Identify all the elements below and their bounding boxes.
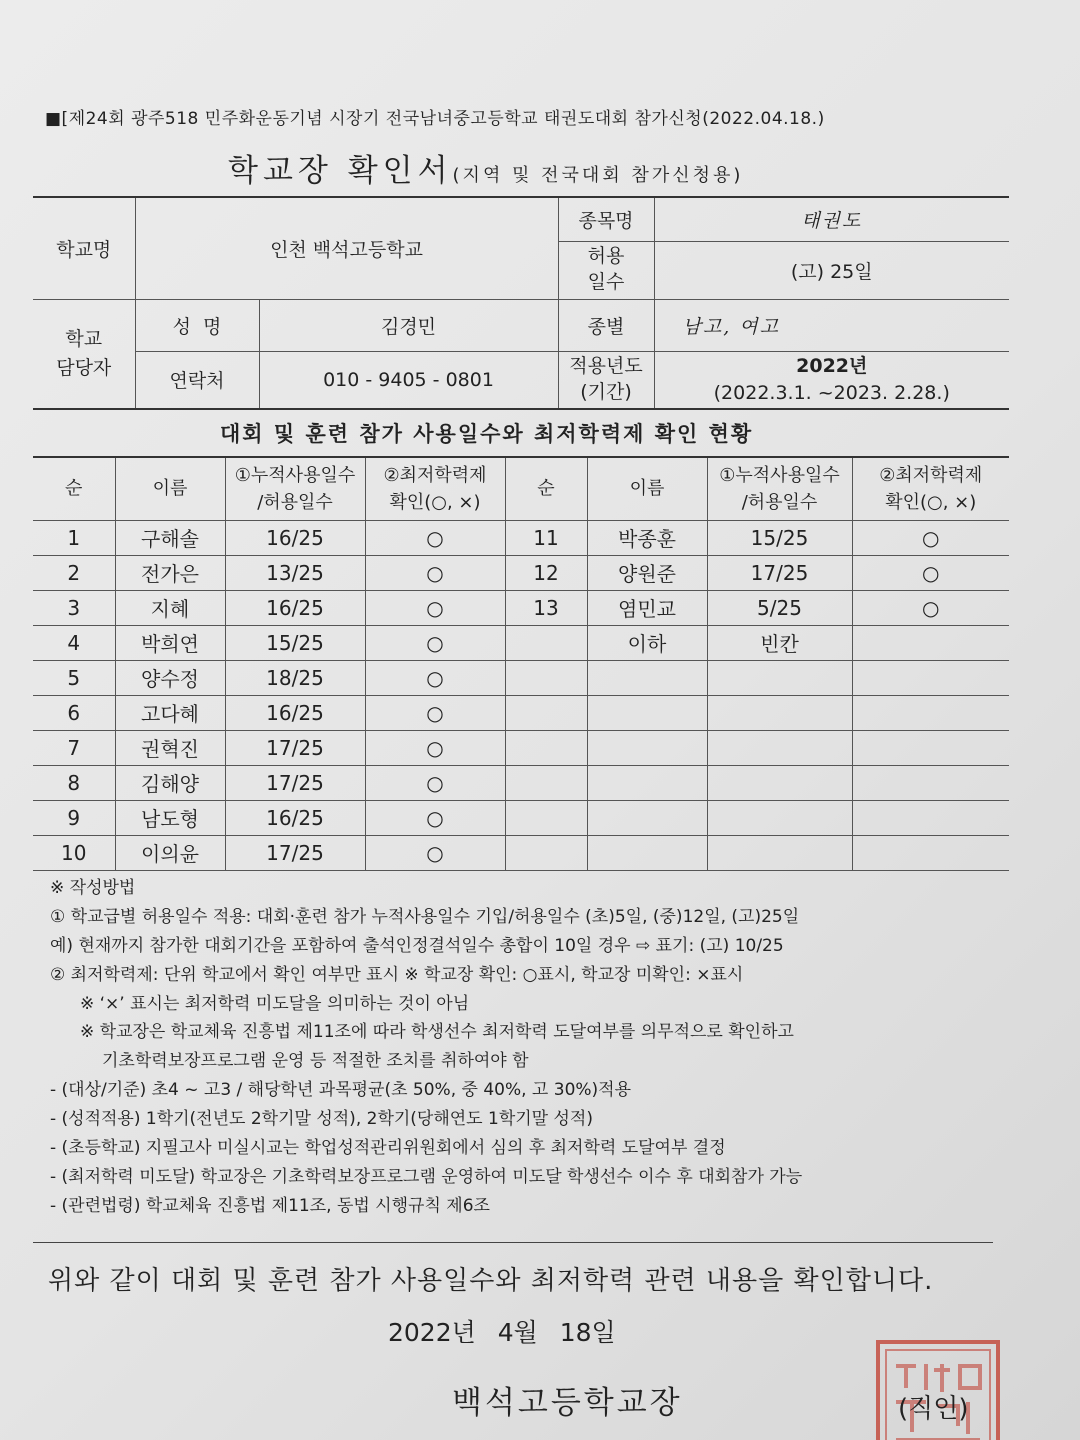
days-used: 16/25: [225, 520, 365, 555]
school-info-table: [33, 196, 1009, 410]
academic-check: ○: [365, 660, 505, 695]
principal-name: 백석고등학교장: [452, 1385, 683, 1421]
allowed-days-label-2: 일수: [587, 271, 625, 293]
year-label-1: 적용년도: [569, 355, 643, 378]
row-no: 6: [33, 695, 115, 730]
academic-check: ○: [852, 520, 1009, 555]
academic-check: ○: [365, 625, 505, 660]
days-used: [707, 835, 852, 870]
event-line: ■[제24회 광주518 민주화운동기념 시장기 전국남녀중고등학교 태권도대회 참가신청(2022.04.18.): [45, 109, 825, 129]
academic-check: ○: [852, 590, 1009, 625]
days-used: 17/25: [225, 765, 365, 800]
header-no-2: 순: [505, 457, 587, 520]
name-value: 김경민: [259, 299, 558, 351]
contact-label-2: 담당자: [56, 356, 112, 379]
row-no: [505, 765, 587, 800]
signing-date: 2022년 4월 18일: [388, 1318, 616, 1347]
header-check-2-line2: 확인(○, ×): [885, 491, 977, 513]
year-value-cell: [654, 351, 1009, 409]
header-check: [365, 457, 505, 520]
days-used: [707, 695, 852, 730]
table-row: [33, 520, 1009, 555]
days-used: [707, 765, 852, 800]
instructions: [50, 874, 802, 1221]
confirmation-statement: 위와 같이 대회 및 훈련 참가 사용일수와 최저학력 관련 내용을 확인합니다.: [48, 1266, 934, 1296]
academic-check: ○: [365, 765, 505, 800]
row-no: [505, 660, 587, 695]
row-no: 10: [33, 835, 115, 870]
row-no: 7: [33, 730, 115, 765]
student-name: 양원준: [587, 555, 707, 590]
academic-check: [852, 625, 1009, 660]
student-name: [587, 695, 707, 730]
student-name: 양수정: [115, 660, 225, 695]
academic-check: [852, 660, 1009, 695]
note-line: ※ ‘×’ 표시는 최저학력 미도달을 의미하는 것이 아님: [80, 993, 470, 1014]
note-line: ※ 학교장은 학교체육 진흥법 제11조에 따라 학생선수 최저학력 도달여부를 의무적으로 확인하고: [80, 1022, 794, 1043]
title-subtitle: (지역 및 전국대회 참가신청용): [452, 165, 744, 186]
note-line: - (초등학교) 지필고사 미실시교는 학업성적관리위원회에서 심의 후 최저학력 도달여부 결정: [50, 1138, 726, 1159]
student-name: 고다혜: [115, 695, 225, 730]
seal-label: (직인): [898, 1394, 969, 1424]
academic-check: ○: [365, 835, 505, 870]
student-name: [587, 730, 707, 765]
row-no: 9: [33, 800, 115, 835]
row-no: 4: [33, 625, 115, 660]
student-name: 박희연: [115, 625, 225, 660]
year-value: 2022년: [796, 355, 868, 378]
row-no: [505, 800, 587, 835]
student-name: 이의윤: [115, 835, 225, 870]
days-used: 17/25: [225, 730, 365, 765]
table-row: [33, 590, 1009, 625]
academic-check: ○: [365, 695, 505, 730]
table-row: [33, 730, 1009, 765]
contact-label: [33, 299, 135, 409]
student-name: [587, 800, 707, 835]
row-no: 11: [505, 520, 587, 555]
note-line: - (관련법령) 학교체육 진흥법 제11조, 동법 시행규칙 제6조: [50, 1195, 490, 1216]
days-used: 15/25: [225, 625, 365, 660]
row-no: [505, 625, 587, 660]
header-days-line1: ①누적사용일수: [234, 464, 356, 486]
note-line: 예) 현재까지 참가한 대회기간을 포함하여 출석인정결석일수 총합이 10일 경우 ⇨ 표기: (고) 10/25: [50, 935, 784, 956]
notes-heading: ※ 작성방법: [50, 878, 136, 898]
academic-check: [852, 800, 1009, 835]
note-line: - (성적적용) 1학기(전년도 2학기말 성적), 2학기(당해연도 1학기말 성적): [50, 1109, 593, 1130]
student-name: [587, 835, 707, 870]
category-label: 종별: [558, 299, 654, 351]
academic-check: [852, 765, 1009, 800]
table-row: [33, 555, 1009, 590]
academic-check: ○: [365, 730, 505, 765]
header-days: [225, 457, 365, 520]
table-row: [33, 800, 1009, 835]
roster-table: [33, 456, 1009, 871]
row-no: 12: [505, 555, 587, 590]
header-days-2-line1: ①누적사용일수: [719, 464, 840, 486]
days-used: 빈칸: [707, 625, 852, 660]
days-used: 13/25: [225, 555, 365, 590]
school-name: 인천 백석고등학교: [135, 197, 558, 299]
days-used: 5/25: [707, 590, 852, 625]
student-name: 김해양: [115, 765, 225, 800]
student-name: 구해솔: [115, 520, 225, 555]
academic-check: [852, 730, 1009, 765]
row-no: [505, 695, 587, 730]
header-name: 이름: [115, 457, 225, 520]
student-name: [587, 660, 707, 695]
note-line: ① 학교급별 허용일수 적용: 대회·훈련 참가 누적사용일수 기입/허용일수 (초)5일, (중)12일, (고)25일: [50, 906, 800, 927]
title-text: 학교장 확인서: [228, 153, 453, 189]
row-no: 2: [33, 555, 115, 590]
table-row: [33, 835, 1009, 870]
row-no: 1: [33, 520, 115, 555]
academic-check: ○: [365, 800, 505, 835]
academic-check: ○: [365, 555, 505, 590]
student-name: 지혜: [115, 590, 225, 625]
sport-label: 종목명: [558, 197, 654, 241]
phone-label: 연락처: [135, 351, 259, 409]
sport-value: 태권도: [654, 197, 1009, 241]
header-check-line1: ②최저학력제: [383, 464, 487, 486]
days-used: 17/25: [707, 555, 852, 590]
roster-header-row: [33, 457, 1009, 520]
student-name: 염민교: [587, 590, 707, 625]
days-used: [707, 730, 852, 765]
note-line: - (대상/기준) 초4 ~ 고3 / 해당학년 과목평균(초 50%, 중 40%, 고 30%)적용: [50, 1080, 632, 1101]
allowed-days-value: (고) 25일: [654, 241, 1009, 299]
days-used: 15/25: [707, 520, 852, 555]
contact-label-1: 학교: [65, 328, 103, 351]
row-no: 8: [33, 765, 115, 800]
roster-body: [33, 520, 1009, 870]
days-used: 17/25: [225, 835, 365, 870]
header-days-2-line2: /허용일수: [741, 491, 818, 513]
period-value: (2022.3.1. ~2023. 2.28.): [713, 381, 950, 404]
note-line: ② 최저학력제: 단위 학교에서 확인 여부만 표시 ※ 학교장 확인: ○표시, 학교장 미확인: ×표시: [50, 964, 744, 985]
row-no: 13: [505, 590, 587, 625]
header-days-line2: /허용일수: [257, 491, 333, 513]
academic-check: [852, 835, 1009, 870]
academic-check: ○: [365, 590, 505, 625]
student-name: 박종훈: [587, 520, 707, 555]
document-title: [228, 145, 743, 190]
days-used: 16/25: [225, 590, 365, 625]
note-line: - (최저학력 미도달) 학교장은 기초학력보장프로그램 운영하여 미도달 학생선수 이수 후 대회참가 가능: [50, 1166, 803, 1187]
row-no: [505, 730, 587, 765]
year-label-2: (기간): [580, 380, 632, 403]
allowed-days-label-1: 허용: [587, 245, 625, 268]
school-label: 학교명: [33, 197, 135, 299]
days-used: [707, 660, 852, 695]
header-check-2-line1: ②최저학력제: [879, 464, 983, 486]
table-row: [33, 695, 1009, 730]
academic-check: ○: [852, 555, 1009, 590]
days-used: 18/25: [225, 660, 365, 695]
header-check-2: [852, 457, 1009, 520]
table-row: [33, 660, 1009, 695]
note-line: 기초학력보장프로그램 운영 등 적절한 조치를 취하여야 함: [102, 1051, 529, 1072]
days-used: [707, 800, 852, 835]
student-name: 이하: [587, 625, 707, 660]
row-no: 3: [33, 590, 115, 625]
row-no: 5: [33, 660, 115, 695]
phone-value: 010 - 9405 - 0801: [259, 351, 558, 409]
student-name: 권혁진: [115, 730, 225, 765]
student-name: [587, 765, 707, 800]
name-label: 성 명: [135, 299, 259, 351]
allowed-days-label: [558, 241, 654, 299]
table-row: [33, 625, 1009, 660]
row-no: [505, 835, 587, 870]
header-check-line2: 확인(○, ×): [389, 491, 481, 513]
academic-check: [852, 695, 1009, 730]
year-label: [558, 351, 654, 409]
header-name-2: 이름: [587, 457, 707, 520]
divider: [33, 1242, 993, 1243]
table-row: [33, 765, 1009, 800]
student-name: 남도형: [115, 800, 225, 835]
academic-check: ○: [365, 520, 505, 555]
student-name: 전가은: [115, 555, 225, 590]
days-used: 16/25: [225, 695, 365, 730]
header-no: 순: [33, 457, 115, 520]
category-value: 남고, 여고: [654, 299, 1009, 351]
header-days-2: [707, 457, 852, 520]
days-used: 16/25: [225, 800, 365, 835]
section-title: 대회 및 훈련 참가 사용일수와 최저학력제 확인 현황: [220, 422, 754, 446]
